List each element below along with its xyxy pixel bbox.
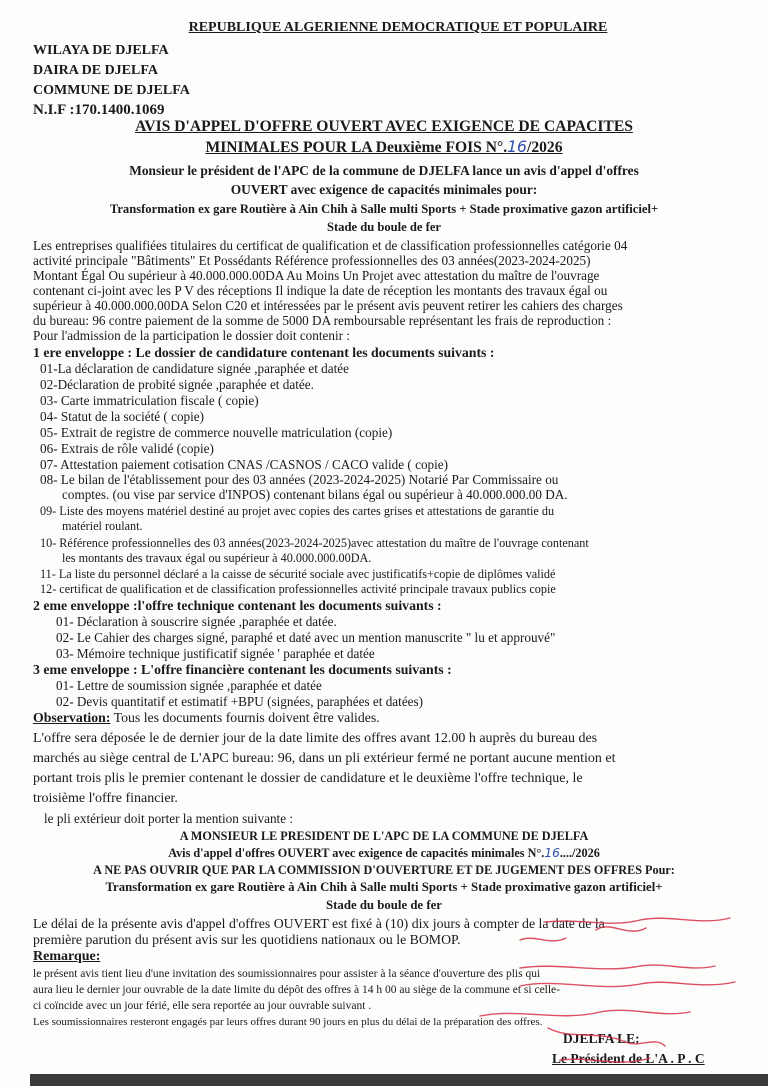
deposit-line: portant trois plis le premier contenant le dossier de candidature et le deuxième l'offre technique, le — [33, 771, 583, 786]
observation-line — [33, 710, 380, 725]
envelope2-item: 01- Déclaration à souscrire signée ,paraphée et datée. — [56, 614, 337, 629]
mention-line-3: A NE PAS OUVRIR QUE PAR LA COMMISSION D'OUVERTURE ET DE JUGEMENT DES OFFRES Pour: — [93, 863, 675, 877]
intro-line-1: Monsieur le président de l'APC de la commune de DJELFA lance un avis d'appel d'offres — [129, 163, 639, 178]
title-line-1: AVIS D'APPEL D'OFFRE OUVERT AVEC EXIGENCE DE CAPACITES — [135, 118, 633, 135]
envelope1-item: 08- Le bilan de l'établissement pour des 03 années (2023-2024-2025) Notarié Par Commissaire ou — [40, 472, 559, 487]
body-line: Les entreprises qualifiées titulaires du certificat de qualification et de classification professionnelles catégorie 04 — [33, 238, 628, 253]
envelope1-item: 12- certificat de qualification et de classification professionnelles activité principale travaux publics copie — [40, 582, 556, 596]
envelope1-item-cont: comptes. (ou vise par service d'INPOS) contenant bilans égal ou supérieur à 40.000.000.00 DA. — [62, 487, 568, 502]
mention-suffix: ..../2026 — [559, 846, 600, 860]
deposit-line: marchés au siège central de L'APC bureau: 96, dans un pli extérieur fermé ne portant aucune mention et — [33, 751, 616, 766]
envelope1-item: 11- La liste du personnel déclaré a la caisse de sécurité sociale avec justificatifs+copie de diplômes validé — [40, 567, 556, 581]
envelope1-item: 01-La déclaration de candidature signée ,paraphée et datée — [40, 361, 350, 376]
envelope3-item: 02- Devis quantitatif et estimatif +BPU (signées, paraphées et datées) — [56, 694, 424, 709]
delay-line: Le délai de la présente avis d'appel d'offres OUVERT est fixé à (10) dix jours à compter de la date de la — [33, 916, 605, 931]
envelope1-item-cont: les montants des travaux égal ou supérieur à 40.000.000.00DA. — [62, 551, 372, 565]
strike-mark — [520, 965, 715, 969]
title-prefix: MINIMALES POUR LA Deuxième FOIS N°. — [205, 139, 508, 156]
observation-text: Tous les documents fournis doivent être valides. — [110, 710, 380, 725]
body-line: contenant ci-joint avec les P V des réceptions Il indique la date de réception les montants des travaux égal ou — [33, 283, 608, 298]
envelope1-item: 07- Attestation paiement cotisation CNAS /CASNOS / CACO valide ( copie) — [40, 457, 449, 472]
republic-heading: REPUBLIQUE ALGERIENNE DEMOCRATIQUE ET POPULAIRE — [188, 20, 608, 35]
deposit-line: L'offre sera déposée le de dernier jour de la date limite des offres avant 12.00 h auprès du bureau des — [33, 731, 598, 746]
title-suffix: /2026 — [526, 139, 563, 156]
body-line: du bureau: 96 contre paiement de la somme de 5000 DA remboursable représentant les frais de reproduction : — [33, 313, 612, 328]
envelope1-item: 03- Carte immatriculation fiscale ( copie) — [40, 393, 259, 408]
remarque-line: le présent avis tient lieu d'une invitation des soumissionnaires pour assister à la séance d'ouverture des plis qui — [33, 968, 541, 980]
remarque-line: aura lieu le dernier jour ouvrable de la date limite du dépôt des offres à 14 h 00 au siège de la commune et si celle- — [33, 984, 560, 996]
handwritten-number: 16 — [507, 138, 527, 156]
remarque-line: ci coïncide avec un jour férié, elle sera reportée au jour ouvrable suivant . — [33, 1000, 372, 1012]
signature-title: Le Président de L'A . P . C — [552, 1051, 705, 1066]
envelope1-item: 04- Statut de la société ( copie) — [40, 409, 205, 424]
intro-line-2: OUVERT avec exigence de capacités minimales pour: — [230, 182, 538, 197]
mention-line-2 — [0, 846, 768, 861]
mention-line-4: Transformation ex gare Routière à Ain Chih à Salle multi Sports + Stade proximative gazon artificiel+ — [105, 880, 663, 894]
project-line-2: Stade du boule de fer — [326, 220, 442, 234]
envelope2-item: 03- Mémoire technique justificatif signée ' paraphée et datée — [56, 646, 375, 661]
envelope2-item: 02- Le Cahier des charges signé, paraphé et daté avec un mention manuscrite " lu et approuvé" — [56, 630, 556, 645]
remarque-line: Les soumissionnaires resteront engagés par leurs offres durant 90 jours en plus du délai de la préparation des offres. — [33, 1016, 543, 1028]
envelope2-heading: 2 eme enveloppe :l'offre technique contenant les documents suivants : — [33, 598, 442, 613]
handwritten-number: 16 — [544, 846, 560, 860]
body-line: supérieur à 40.000.000.00DA Selon C20 et intéressées par le présent avis peuvent retirer les cahiers des charges — [33, 298, 623, 313]
body-line: Montant Égal Ou supérieur à 40.000.000.00DA Au Moins Un Projet avec attestation du maître de l'ouvrage — [33, 268, 600, 283]
body-line: Pour l'admission de la participation le dossier doit contenir : — [33, 328, 350, 343]
wilaya-line: WILAYA DE DJELFA — [33, 43, 169, 58]
envelope1-item: 06- Extrais de rôle validé (copie) — [40, 441, 214, 456]
envelope1-heading — [33, 345, 494, 360]
envelope1-item: 02-Déclaration de probité signée ,paraphée et datée. — [40, 377, 314, 392]
mention-prefix: Avis d'appel d'offres OUVERT avec exigence de capacités minimales N°. — [168, 846, 545, 860]
nif-line: N.I.F :170.1400.1069 — [33, 102, 165, 118]
envelope1-item: 05- Extrait de registre de commerce nouvelle matriculation (copie) — [40, 425, 393, 440]
scan-edge-bar — [30, 1074, 768, 1086]
strike-mark — [520, 938, 566, 941]
envelope1-item: 09- Liste des moyens matériel destiné au projet avec copies des cartes grises et attestations de garantie du — [40, 504, 555, 518]
signature-place: DJELFA LE: — [563, 1031, 640, 1046]
project-line-1: Transformation ex gare Routière à Ain Chih à Salle multi Sports + Stade proximative gazon artificiel+ — [109, 202, 659, 216]
envelope1-prefix: 1 ere enveloppe — [33, 345, 124, 360]
deposit-line: troisième l'offre financier. — [33, 791, 178, 806]
daira-line: DAIRA DE DJELFA — [33, 63, 158, 78]
envelope3-heading: 3 eme enveloppe : L'offre financière contenant les documents suivants : — [33, 662, 452, 677]
remarque-label: Remarque: — [33, 949, 101, 964]
title-line-2 — [0, 140, 768, 155]
envelope3-item: 01- Lettre de soumission signée ,paraphée et datée — [56, 678, 322, 693]
mention-line-1: A MONSIEUR LE PRESIDENT DE L'APC DE LA COMMUNE DE DJELFA — [179, 829, 589, 843]
envelope1-item: 10- Référence professionnelles des 03 années(2023-2024-2025)avec attestation du maître de l'ouvrage contenant — [40, 536, 589, 550]
envelope1-item-cont: matériel roulant. — [62, 519, 143, 533]
body-line: activité principale "Bâtiments" Et Possédants Référence professionnelles des 03 années(2023-2024-2025) — [33, 253, 591, 268]
observation-label: Observation: — [33, 710, 111, 725]
mention-intro: le pli extérieur doit porter la mention suivante : — [44, 811, 294, 826]
mention-line-5: Stade du boule de fer — [326, 898, 442, 912]
delay-line: première parution du présent avis sur les quotidiens nationaux ou le BOMOP. — [33, 932, 461, 947]
commune-line: COMMUNE DE DJELFA — [33, 83, 190, 98]
envelope1-title: : Le dossier de candidature contenant les documents suivants : — [123, 345, 495, 360]
